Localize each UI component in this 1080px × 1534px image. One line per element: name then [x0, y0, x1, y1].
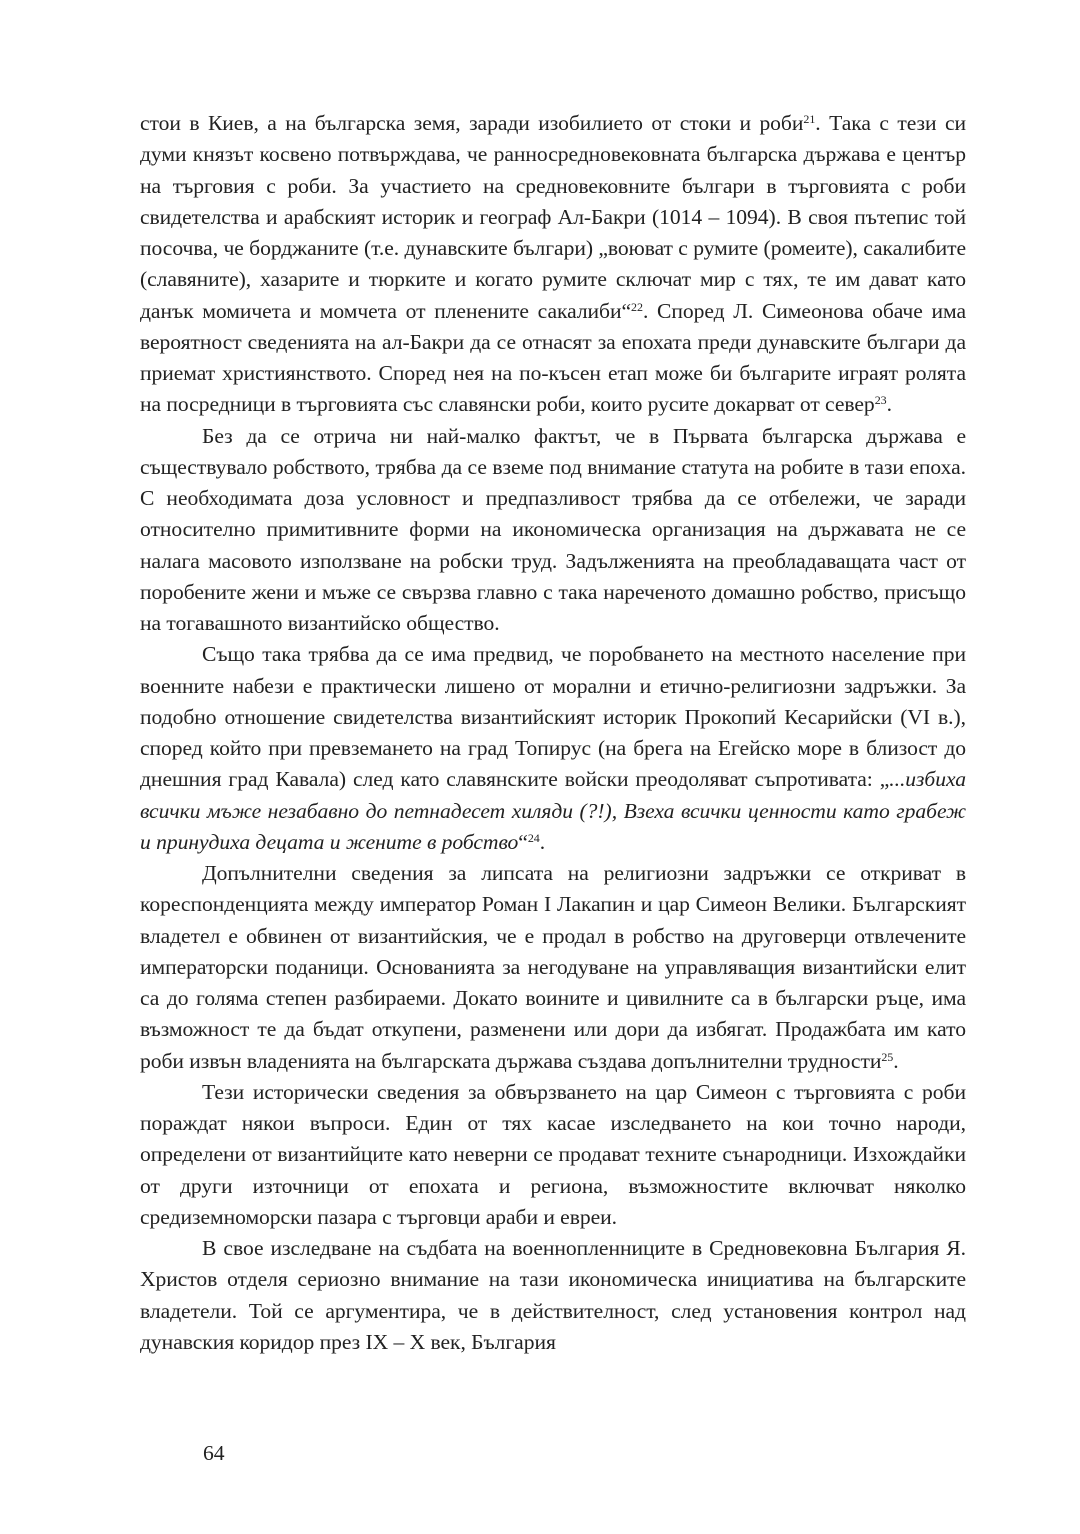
- paragraph-1: [140, 108, 966, 421]
- text-run: Допълнителни сведения за липсата на религиозни задръжки се откриват в кореспонденцията между император Роман I Лакапин и цар Симеон Велики. Българският владетел е обвинен от византийския, че е продал в робство на друговерци отвлечените императорски поданици. Основанията за негодуване на управляващия византийски елит са до голяма степен разбираеми. Докато воините и цивилните са в български ръце, има възможност те да бъдат откупени, разменени или дори да избягат. Продажбата им като роби извън владенията на българската държава създава допълнителни трудности: [140, 861, 966, 1073]
- footnote-ref-24[interactable]: 24: [527, 830, 540, 845]
- paragraph-5: [140, 1077, 966, 1233]
- footnote-ref-22[interactable]: 22: [631, 299, 643, 314]
- text-run: .: [539, 829, 546, 854]
- paragraph-6: [140, 1233, 966, 1358]
- text-run: Без да се отрича ни най-малко фактът, че в Първата българска държава е съществувало робството, трябва да се вземе под внимание статута на робите в тази епоха. С необходимата доза условност и предпазливост трябва да се отбележи, че заради относително примитивните форми на икономическа организация на държавата не се налага масовото използване на робски труд. Задълженията на преобладаващата част от поробените жени и мъже се свързва главно с така нареченото домашно робство, присъщо на тогавашното византийско общество.: [140, 423, 966, 635]
- text-run: “: [518, 829, 528, 854]
- text-run: .: [893, 1048, 899, 1073]
- page-number: 64: [203, 1441, 225, 1465]
- text-run: стои в Киев, а на българска земя, заради изобилието от стоки и роби: [140, 111, 804, 135]
- paragraph-3: [140, 639, 966, 858]
- text-run: .: [886, 392, 892, 417]
- text-run: Също така трябва да се има предвид, че поробването на местното население при военните набези е практически лишено от морални и етично-религиозни задръжки. За подобно отношение свидетелства византийският историк Прокопий Кесарийски (VI в.), според който при превземането на град Топирус (на брега на Егейско море в близост до днешния град Кавала) след като славянските войски преодоляват съпротивата: „: [140, 642, 966, 792]
- paragraph-2: [140, 421, 966, 640]
- text-run: Тези исторически сведения за обвързването на цар Симеон с търговията с роби пораждат някои въпроси. Един от тях касае изследването на кои точно народи, определени от византийците като неверни се продават техните сънародници. Изхождайки от други източници от епохата и региона, възможностите включват няколко средиземноморски пазара с търговци араби и евреи.: [140, 1079, 966, 1229]
- footnote-ref-25[interactable]: 25: [881, 1049, 894, 1064]
- paragraph-4: [140, 858, 966, 1077]
- footnote-ref-21[interactable]: 21: [803, 112, 816, 126]
- quotation: ...избиха всички мъже незабавно до петнадесет хиляди (?!), Взеха всички ценности като грабеж и принудиха децата и жените в робство: [140, 767, 966, 854]
- text-run: . Според Л. Симеонова обаче има вероятност сведенията на ал-Бакри да се отнасят за епохата преди дунавските българи да приемат християнството. Според нея на по-късен етап може би българите играят ролята на посредници в търговията със славянски роби, които русите докарват от север: [140, 298, 967, 417]
- text-run: В свое изследване на съдбата на военнопленниците в Средновековна България Я. Христов отделя сериозно внимание на тази икономическа инициатива на българските владетели. Той се аргументира, че в действителност, след установения контрол над дунавския коридор през IX – X век, България: [140, 1236, 966, 1354]
- text-run: . Така с тези си думи князът косвено потвърждава, че ранносредновековната българска държава е център на търговия с роби. За участието на средновековните българи в търговията с роби свидетелства и арабският историк и географ Ал-Бакри (1014 – 1094). В своя пътепис той посочва, че борджаните (т.е. дунавските българи) „воюват с румите (ромеите), сакалибите (славяните), хазарите и тюрките и когато румите сключат мир с тях, те им дават като данък момичета и момчета от пленените сакалиби“: [140, 111, 967, 323]
- footnote-ref-23[interactable]: 23: [874, 393, 887, 408]
- body-text: [140, 108, 966, 1358]
